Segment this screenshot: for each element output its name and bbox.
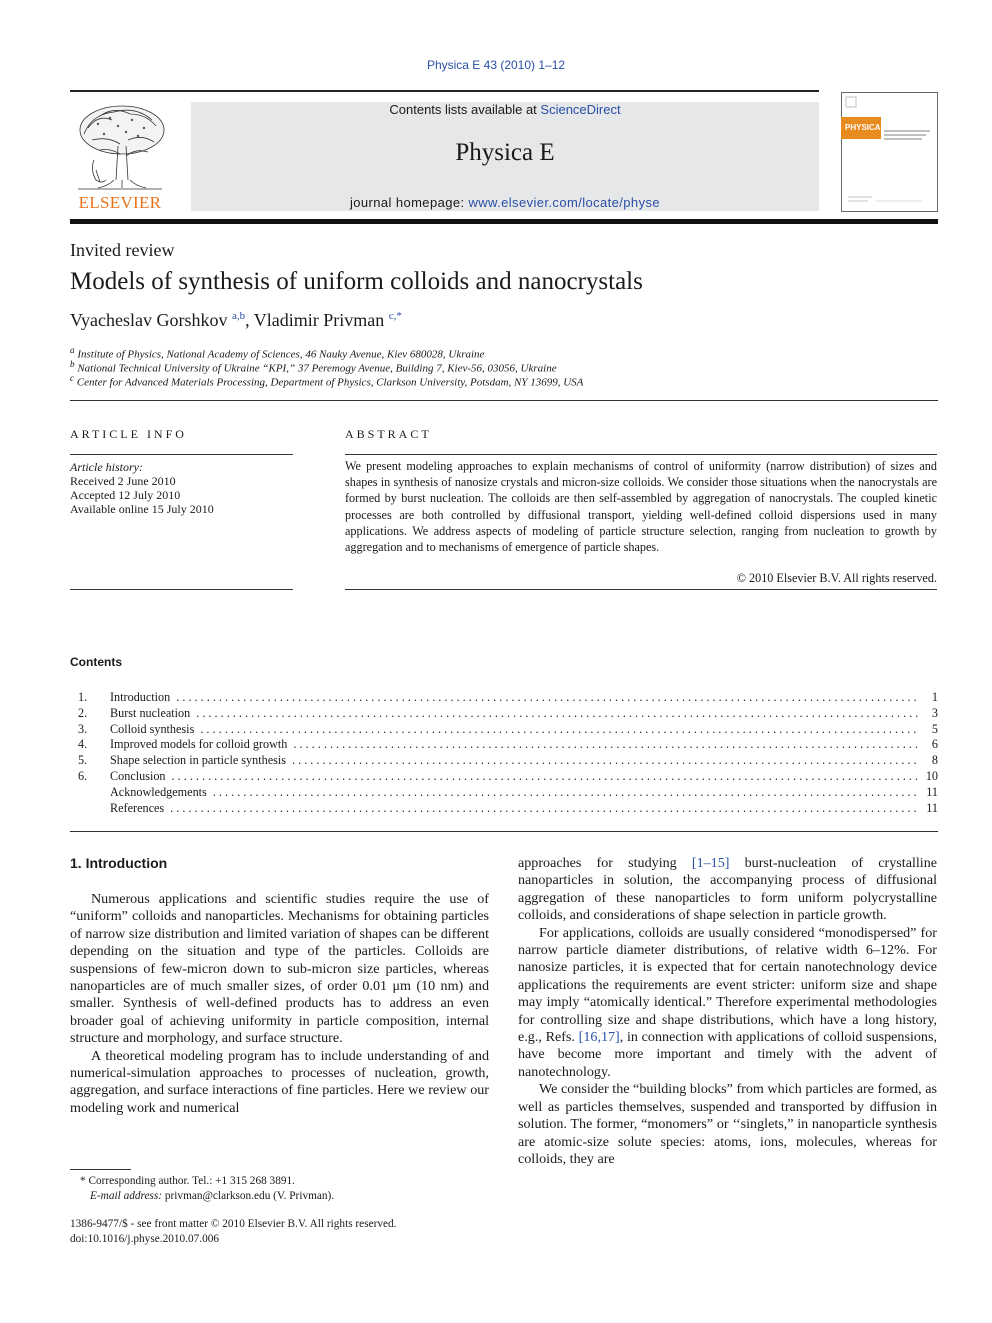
toc-leader: [176, 690, 918, 705]
cover-decoration-icon: [842, 93, 937, 211]
accepted-date: Accepted 12 July 2010: [70, 488, 181, 502]
toc-number: 3.: [78, 722, 88, 736]
header-top-rule: [70, 90, 819, 92]
toc-entry[interactable]: [78, 801, 938, 817]
paragraph-text: burst-nucleation of crystalline nanoparticles in solution, the accompanying process of diffusional aggregation of these nanoparticles to form uniform polycrystalline colloids, and considerations of shape selection in particle growth.: [518, 855, 937, 924]
doi-line[interactable]: doi:10.1016/j.physe.2010.07.006: [70, 1232, 220, 1245]
abstract-copyright: © 2010 Elsevier B.V. All rights reserved.: [736, 571, 937, 585]
toc-page: 1: [931, 690, 938, 704]
toc-title: Conclusion: [110, 769, 166, 783]
footnotes: [70, 1174, 334, 1204]
contents-heading: Contents: [70, 655, 122, 669]
toc-title: Colloid synthesis: [110, 722, 195, 736]
toc-leader: [292, 753, 918, 768]
title-divider: [70, 400, 938, 401]
contents-availability: [191, 102, 819, 117]
toc-number: 5.: [78, 753, 88, 767]
affiliation-text: Center for Advanced Materials Processing, Department of Physics, Clarkson University, Potsdam, NY 13699, USA: [76, 376, 584, 389]
article-history: [70, 460, 214, 516]
received-date: Received 2 June 2010: [70, 474, 176, 488]
toc-page: 10: [925, 769, 938, 783]
elsevier-wordmark: ELSEVIER: [78, 193, 162, 212]
sciencedirect-link[interactable]: ScienceDirect: [540, 102, 621, 117]
toc-page: 11: [926, 801, 938, 815]
history-label: Article history:: [70, 460, 143, 474]
toc-title: Shape selection in particle synthesis: [110, 753, 286, 767]
toc-leader: [213, 785, 918, 800]
journal-cover-thumbnail[interactable]: [841, 92, 938, 212]
corresponding-author-note: * Corresponding author. Tel.: +1 315 268 3891.: [80, 1175, 295, 1187]
affiliation-mark: b: [70, 359, 75, 369]
toc-entry[interactable]: [78, 690, 938, 706]
toc-title: Acknowledgements: [110, 785, 207, 799]
homepage-prefix: journal homepage:: [349, 195, 469, 210]
affiliation-mark: a: [70, 345, 75, 355]
article-title: Models of synthesis of uniform colloids and nanocrystals: [70, 268, 643, 295]
affiliation-mark: c: [70, 373, 75, 383]
left-column: [70, 891, 489, 1117]
toc-leader: [200, 722, 918, 737]
abstract-bottom-rule: [345, 589, 937, 590]
email-value[interactable]: privman@clarkson.edu (V. Privman).: [162, 1190, 335, 1202]
paragraph: [518, 925, 937, 1082]
article-info-bottom-rule: [70, 589, 293, 590]
section-heading-introduction: 1. Introduction: [70, 855, 168, 871]
toc-number: 2.: [78, 706, 88, 720]
paragraph: A theoretical modeling program has to include understanding of and numerical-simulation approaches to processes of nucleation, growth, aggregation, and surface interactions of fine particles. Here we review our modeling work and numerical: [70, 1047, 489, 1116]
toc-page: 5: [931, 722, 938, 736]
issn-block: [70, 1217, 397, 1246]
paragraph: Numerous applications and scientific studies require the use of “uniform” colloids and nanoparticles. Mechanisms for obtaining particles of narrow size distribution and limited variation of shapes can be different depending on the situation and type of the particles. Colloids are suspensions of few-micron down to sub-micron size particles, whereas nanoparticles are of much smaller sizes, of order 0.01 μm (10 nm) and smaller. Synthesis of well-defined products has to address an even broader goal of achieving uniformity in particle composition, internal structure and morphology, and surface structure.: [70, 891, 489, 1047]
journal-citation[interactable]: Physica E 43 (2010) 1–12: [426, 58, 566, 72]
paragraph-text: , in connection with applications of colloid suspensions, have become more important and timely with the advent of nanotechnology.: [518, 1029, 937, 1080]
article-type: Invited review: [70, 240, 175, 260]
article-info-heading: ARTICLE INFO: [70, 427, 187, 441]
abstract-rule: [345, 454, 937, 455]
toc-title: References: [110, 801, 165, 815]
toc-leader: [196, 706, 918, 721]
toc-entry[interactable]: [78, 753, 938, 769]
citation-link[interactable]: [1–15]: [691, 855, 730, 871]
cover-title-band: PHYSICA: [841, 117, 881, 139]
toc-leader: [293, 737, 918, 752]
article-info-rule: [70, 454, 293, 455]
toc-number: 1.: [78, 690, 88, 704]
journal-homepage: [191, 195, 819, 210]
author-separator: ,: [245, 310, 254, 330]
affiliation-marks[interactable]: c,*: [388, 310, 402, 322]
toc-entry[interactable]: [78, 722, 938, 738]
toc-entry[interactable]: [78, 769, 938, 785]
author-list: [70, 310, 402, 331]
paragraph: [518, 855, 937, 925]
paragraph-text: For applications, colloids are usually considered “monodispersed” for narrow particle diameter distributions, of relative width 6–12%. For nanosize particles, it is expected that for certain nanotechnology device applications the requirements are event stricter: uniform size and shape may imply “atomically identical.” Therefore experimental methodologies for controlling size and shape distributions, which have a long history, e.g., Refs.: [518, 924, 937, 1046]
contents-divider: [70, 831, 938, 832]
affiliation-text: Institute of Physics, National Academy of Sciences, 46 Nauky Avenue, Kiev 680028, Ukraine: [77, 348, 485, 361]
online-date: Available online 15 July 2010: [70, 502, 214, 516]
homepage-link[interactable]: www.elsevier.com/locate/physe: [468, 195, 660, 210]
citation-link[interactable]: [16,17]: [578, 1029, 620, 1046]
toc-entry[interactable]: [78, 706, 938, 722]
toc-entry[interactable]: [78, 785, 938, 801]
toc-leader: [172, 769, 918, 784]
toc-entry[interactable]: [78, 737, 938, 753]
journal-name: Physica E: [455, 139, 555, 166]
toc-number: 6.: [78, 769, 88, 783]
author-name[interactable]: Vyacheslav Gorshkov: [70, 310, 228, 330]
toc-number: 4.: [78, 737, 88, 751]
toc-page: 6: [931, 737, 938, 751]
email-note: [70, 1189, 334, 1204]
toc-leader: [170, 801, 918, 816]
abstract-heading: ABSTRACT: [345, 427, 432, 441]
paragraph: We consider the “building blocks” from which particles are formed, as well as particles themselves, suspended and transported by diffusion in solution. The former, “monomers” or ‘‘singlets,” in nanoparticle synthesis are atomic-size solute species: atoms, ions, molecules, whereas for colloids, they are: [518, 1081, 937, 1167]
toc-page: 8: [931, 753, 938, 767]
paragraph-text: approaches for studying: [518, 855, 692, 871]
toc-page: 3: [931, 706, 938, 720]
email-label: E-mail address:: [90, 1190, 163, 1202]
contents-prefix: Contents lists available at: [389, 102, 541, 117]
abstract-text: We present modeling approaches to explain mechanisms of control of uniformity (narrow distribution) of sizes and shapes in synthesis of nanosize crystals and micron-size colloids. We consider those situations when the nanocrystals are formed by burst nucleation. The colloids are then self-assembled by aggregation of nanocrystals. The coupled kinetic processes are both controlled by diffusional transport, yielding well-defined colloid dispersions used in many applications. We address aspects of modeling of particle structure selection, ranging from nucleation to growth by aggregation and to mechanisms of emergence of particle shapes.: [345, 459, 937, 555]
toc-title: Improved models for colloid growth: [110, 737, 288, 751]
toc-page: 11: [926, 785, 938, 799]
footnote-rule: [70, 1169, 131, 1170]
affiliation-text: National Technical University of Ukraine “KPI,” 37 Peremogy Avenue, Building 7, Kiev-56, 03056, Ukraine: [77, 362, 557, 375]
toc-title: Burst nucleation: [110, 706, 191, 720]
affiliation-c: [70, 373, 583, 389]
author-name[interactable]: Vladimir Privman: [253, 310, 385, 330]
header-thick-rule: [70, 219, 938, 224]
toc-title: Introduction: [110, 690, 171, 704]
affiliation-marks[interactable]: a,b: [231, 310, 246, 322]
issn-line: 1386-9477/$ - see front matter © 2010 Elsevier B.V. All rights reserved.: [70, 1218, 397, 1230]
right-column: [518, 855, 937, 1168]
